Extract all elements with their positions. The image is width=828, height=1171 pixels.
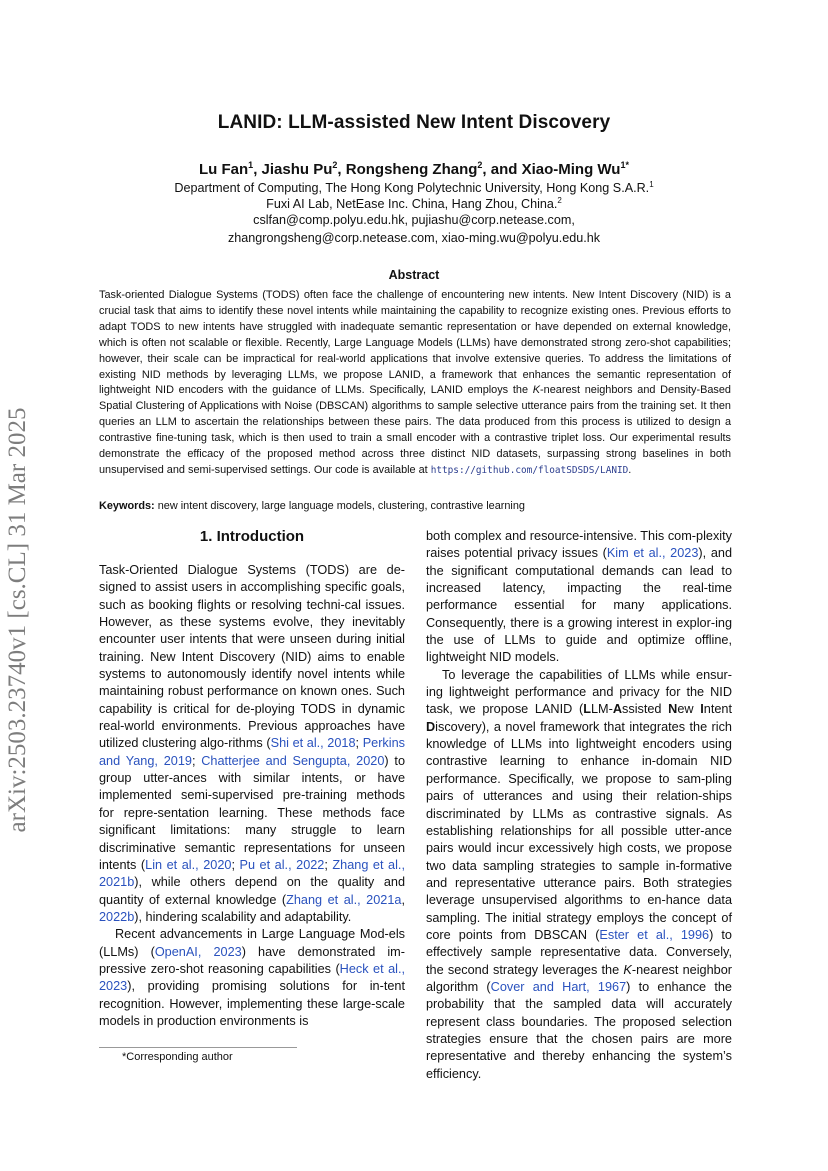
text-span: ; (355, 736, 363, 751)
citation-link[interactable]: Ester et al., 1996 (599, 927, 710, 942)
citation-link[interactable]: Heck et al., 2023 (99, 961, 405, 994)
citation-link[interactable]: Pu et al., 2022 (239, 857, 325, 872)
author-3-affil: 2 (477, 160, 483, 170)
text-span: LM- (590, 702, 613, 717)
affiliation-2-text: Fuxi AI Lab, NetEase Inc. China, Hang Zhou, China. (266, 197, 558, 212)
text-span: ) to effectively sample representative data. Conversely, the second strategy leverages the (426, 927, 732, 977)
author-1: Lu Fan (199, 161, 249, 178)
author-list: Lu Fan$^1$, Jiashu Pu$^2$, Rongsheng Zhang$^2$, and Xiao-Ming $Wu^{1*}$ (199, 160, 629, 178)
abstract-text-1: Task-oriented Dialogue Systems (TODS) often face the challenge of encountering new intents. New Intent Discovery (NID) is a crucial task that aims to identify these novel intents while maintaining the capability to recognize existing ones. Previous efforts to adapt TODS to new intents have struggled with inadequate semantic representation or have depended on external knowledge, which is often not scalable or flexible. Recently, Large Language Models (LLMs) have demonstrated strong zero-shot capabilities; however, their scale can be impractical for real-world applications that involve extensive queries. To address the limitations of existing NID methods by leveraging LLMs, we propose LANID, a framework that enhances the semantic representation of lightweight NID encoders with the guidance of LLMs. Specifically, LANID employs the (99, 289, 731, 397)
affiliation-2-sup: 2 (557, 196, 562, 205)
acronym-letter: D (426, 719, 436, 734)
citation-link[interactable]: Zhang et al., 2021a (286, 892, 402, 907)
citation-link[interactable]: Kim et al., 2023 (606, 546, 699, 561)
code-url-link[interactable]: https://github.com/floatSDSDS/LANID (430, 464, 629, 476)
text-span: ntent (703, 702, 732, 717)
right-column (426, 528, 732, 1083)
text-span: ), and the significant computational demands can lead to increased latency, impacting the real-time performance essential for many applications. Consequently, there is a growing interest in explor-ing the use of LLMs to guide and optimize offline, lightweight NID models. (426, 546, 733, 665)
text-span: ), hindering scalability and adaptability. (134, 909, 352, 924)
keywords-label: Keywords: (99, 500, 155, 512)
abstract-body (99, 288, 731, 479)
text-span: Task-Oriented Dialogue Systems (TODS) are de-signed to assist users in accomplishing specific goals, such as booking flights or resolving techni-cal issues. However, as these systems evolve, they inevitably encounter user intents that were unseen during initial training. New Intent Discovery (NID) aims to enable systems to autonomously identify novel intents while maintaining robust performance on known ones. Such capability is critical for de-ploying TODS in dynamic real-world environments. Previous approaches have utilized clustering algo-rithms ( (99, 563, 405, 751)
text-span: ), providing promising solutions for in-tent recognition. However, implementing these large-scale models in production environments is (99, 979, 405, 1028)
acronym-letter: N (668, 702, 678, 717)
text-span: ; (231, 857, 240, 872)
paper-title: LANID: LLM-assisted New Intent Discovery (217, 112, 611, 133)
text-span: both complex and resource-intensive. This com-plexity raises potential privacy issues ( (426, 529, 732, 561)
abstract-text-2: -nearest neighbors and Density-Based Spatial Clustering of Applications with Noise (DBSCAN) algorithms to sample selective utterance pairs from the training set. It then queries an LLM to ascertain the relationships between these pairs. The data produced from this process is utilized to design a contrastive fine-tuning task, which is then used to train a small encoder with a contrastive triplet loss. Our experimental results demonstrate the efficacy of the proposed method across three distinct NID datasets, surpassing strong baselines in both unsupervised and semi-supervised settings. Our code is available at (99, 384, 731, 476)
abstract-heading: Abstract (388, 268, 440, 282)
citation-link[interactable]: OpenAI, 2023 (154, 944, 242, 959)
text-span: ; (324, 857, 333, 872)
intro-paragraph-2 (99, 926, 405, 1030)
citation-link[interactable]: Zhang et al., 2021b (99, 857, 405, 890)
citation-link[interactable]: Lin et al., 2020 (145, 857, 232, 872)
arxiv-stamp-text: arXiv:2503.23740v1 [cs.CL] 31 Mar 2025 (4, 407, 31, 833)
acronym-letter: A (612, 702, 622, 717)
email-line-2: zhangrongsheng@corp.netease.com, xiao-ming.wu@polyu.edu.hk (227, 231, 601, 245)
text-span: ), a novel framework that integrates the rich knowledge of LLMs into lightweight encoders using contrastive learning to enhance in-domain NID performance. Specifically, we propose to sam-pling pairs of utterances and using their relation-ships discriminated by LLMs as contrastive signals. As establishing relationships for all possible utter-ance pairs would incur excessively high costs, we propose two data sampling strategies to sample in-formative and representative utterance pairs. Both strategies leverage unsupervised algorithms to en-hance data sampling. The initial strategy employs the concept of core points from DBSCAN ( (426, 719, 732, 942)
abstract-text-end: . (628, 463, 632, 476)
math-k-symbol: K (532, 384, 541, 397)
footnote-divider (99, 1047, 297, 1048)
text-span: Recent advancements in Large Language Mod-els (LLMs) ( (99, 927, 405, 959)
acronym-letter: I (700, 702, 704, 717)
citation-link[interactable]: Perkins and Yang, 2019 (99, 736, 405, 768)
left-column (99, 562, 405, 1030)
citation-link[interactable]: Chatterjee and Sengupta, 2020 (201, 753, 385, 768)
text-span: To leverage the capabilities of LLMs while ensur-ing lightweight performance and privacy for the NID task, we propose LANID ( (426, 667, 732, 717)
text-span: -nearest neighbor algorithm ( (426, 962, 732, 994)
intro-paragraph-4 (426, 667, 732, 1083)
text-span: , (401, 892, 405, 907)
email-line-1: cslfan@comp.polyu.edu.hk, pujiashu@corp.netease.com, (253, 213, 575, 227)
text-span: iscovery (435, 719, 482, 734)
intro-paragraph-3 (426, 528, 732, 667)
author-3: Rongsheng Zhang (345, 161, 478, 178)
text-span: ssisted (622, 702, 669, 717)
author-2-affil: 2 (332, 160, 338, 170)
acronym-letter: L (583, 702, 591, 717)
affiliation-1 (0, 180, 828, 195)
affiliation-1-text: Department of Computing, The Hong Kong Polytechnic University, Hong Kong S.A.R. (174, 181, 650, 196)
citation-link[interactable]: Cover and Hart, 1967 (490, 979, 627, 994)
section-heading-introduction: 1. Introduction (199, 528, 305, 545)
citation-link[interactable]: 2022b (99, 909, 135, 924)
text-span: ) to group utter-ances with similar intents, or have implemented semi-supervised pre-training methods for repre-sentation learning. These methods face significant limitations: many struggle to learn discriminative semantic representations for unseen intents ( (99, 753, 405, 872)
text-span: ; (191, 753, 202, 768)
author-4: Xiao-Ming Wu (521, 161, 621, 178)
footnote-corresponding-author: *Corresponding author (122, 1051, 233, 1063)
keywords-text: new intent discovery, large language models, clustering, contrastive learning (154, 500, 525, 512)
author-2: Jiashu Pu (261, 161, 333, 178)
intro-paragraph-1 (99, 562, 405, 926)
author-1-affil: 1 (248, 160, 254, 170)
affiliation-2 (0, 196, 828, 211)
citation-link[interactable]: Shi et al., 2018 (270, 736, 356, 751)
text-span: ) have demonstrated im-pressive zero-shot reasoning capabilities ( (99, 944, 405, 976)
keywords-line (99, 500, 731, 512)
affiliation-1-sup: 1 (649, 180, 654, 189)
math-k-symbol: K (623, 962, 632, 977)
text-span: ew (677, 702, 701, 717)
text-span: ), while others depend on the quality and quantity of external knowledge ( (99, 875, 405, 907)
author-4-affil: 1* (620, 160, 629, 170)
text-span: ) to enhance the probability that the sampled data will accurately represent class boundaries. The proposed selection strategies ensure that the chosen pairs are more representative and thereby enhancing the system’s efficiency. (426, 979, 732, 1081)
